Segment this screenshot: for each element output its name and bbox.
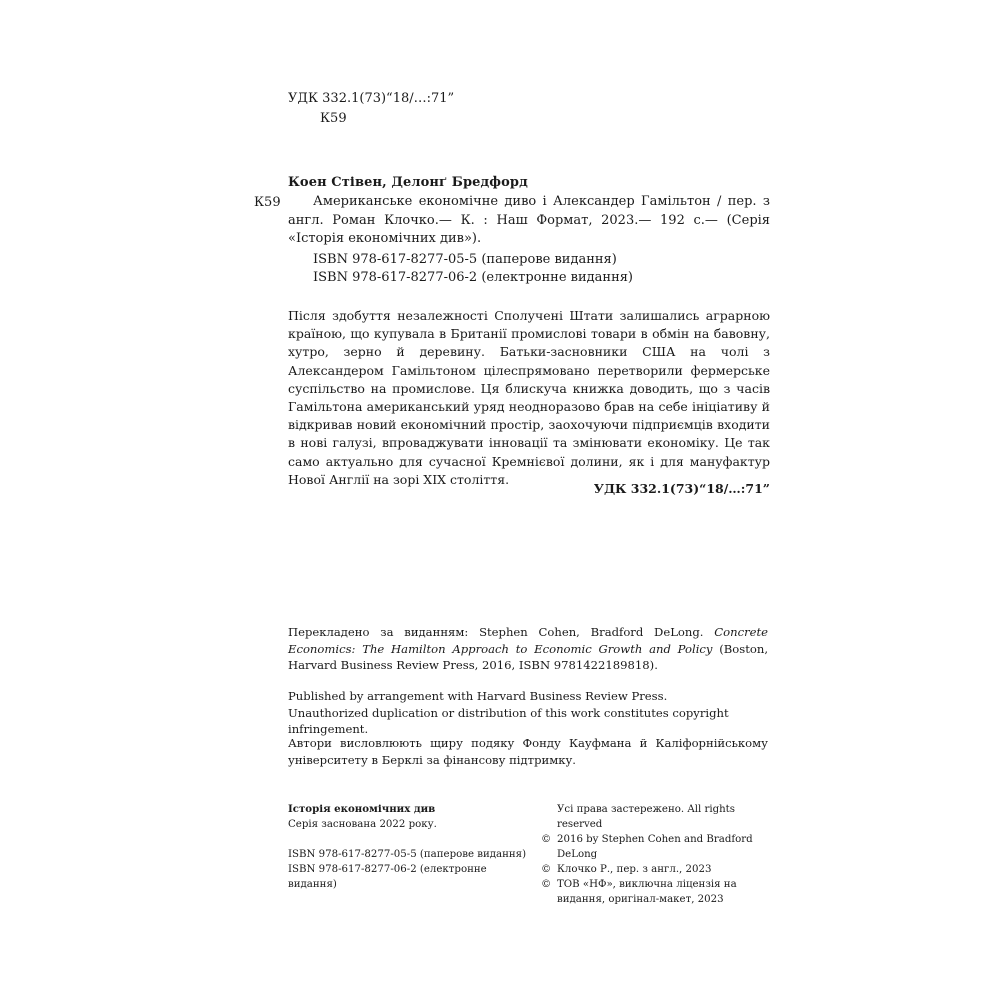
acknowledgements: Автори висловлюють щиру подяку Фонду Кауфмана й Каліфорнійському університету в Берклі за фінансову підтримку.	[288, 736, 768, 767]
copyright-icon: ©	[541, 864, 552, 875]
series-founded: Серія заснована 2022 року.	[288, 819, 437, 830]
copyright-row	[541, 877, 781, 907]
translation-prefix: Перекладено за виданням: Stephen Cohen, Bradford DeLong.	[288, 625, 715, 639]
copyright-line: ТОВ «НФ», виключна ліцензія на видання, оригінал-макет, 2023	[557, 879, 737, 905]
copyright-row	[541, 832, 781, 862]
series-block	[288, 802, 538, 892]
rights-header: Усі права застережено. All rights reserved	[557, 804, 735, 830]
book-abstract: Після здобуття незалежності Сполучені Штати залишались аграрною країною, що купувала в Британії промислові товари в обмін на бавовну, хутро, зерно й деревину. Батьки-засновники США на чолі з Александером Гамільтоном цілеспрямовано перетворили фермерське суспільство на промислове. Ця блискуча книжка доводить, що з часів Гамільтона американський уряд неодноразово брав на себе ініціативу й відкривав новий економічний простір, заохочуючи підприємців входити в нові галузі, впроваджувати інновації та змінювати економіку. Це так само актуально для сучасної Кремнієвої долини, як і для мануфактур Нової Англії на зорі XIX століття.	[288, 308, 770, 487]
catalog-author: Коен Стівен, Делонґ Бредфорд	[288, 175, 528, 190]
udk-top	[288, 89, 454, 129]
copyright-row	[541, 862, 781, 877]
copyright-line: 2016 by Stephen Cohen and Bradford DeLong	[557, 834, 753, 860]
translation-suffix: (Boston, Harvard Business Review Press, 2016, ISBN 9781422189818).	[288, 641, 769, 672]
copyright-line: Клочко Р., пер. з англ., 2023	[557, 864, 712, 875]
rights-block	[541, 802, 781, 907]
catalog-isbn-block	[288, 251, 770, 288]
catalog-isbn-paper: ISBN 978-617-8277-05-5 (паперове видання)	[313, 251, 617, 267]
catalog-isbn-electronic: ISBN 978-617-8277-06-2 (електронне видання)	[313, 270, 634, 285]
copyright-icon: ©	[541, 834, 552, 845]
translation-title: Concrete Economics: The Hamilton Approach to Economic Growth and Policy	[288, 625, 768, 656]
catalog-entry	[288, 193, 770, 288]
series-isbn-electronic: ISBN 978-617-8277-06-2 (електронне видання)	[288, 864, 487, 890]
udk-bottom: УДК 332.1(73)“18/…:71”	[593, 481, 770, 496]
catalog-margin-mark: К59	[254, 195, 281, 210]
rights-header-row	[541, 802, 781, 832]
published-note	[288, 688, 778, 738]
published-line-1: Published by arrangement with Harvard Business Review Press.	[288, 689, 668, 703]
translation-note	[288, 624, 768, 674]
series-title: Історія економічних див	[288, 803, 436, 815]
copyright-icon: ©	[541, 879, 552, 890]
udk-code: УДК 332.1(73)“18/…:71”	[288, 91, 455, 106]
catalog-description: Американське економічне диво і Александер Гамільтон / пер. з англ. Роман Клочко.— К. : Наш Формат, 2023.— 192 с.— (Серія «Історія економічних див»).	[288, 194, 770, 246]
series-isbn-paper: ISBN 978-617-8277-05-5 (паперове видання)	[288, 849, 527, 860]
author-mark: К59	[320, 111, 347, 126]
published-line-2: Unauthorized duplication or distribution of this work constitutes copyright infringement.	[288, 705, 729, 736]
